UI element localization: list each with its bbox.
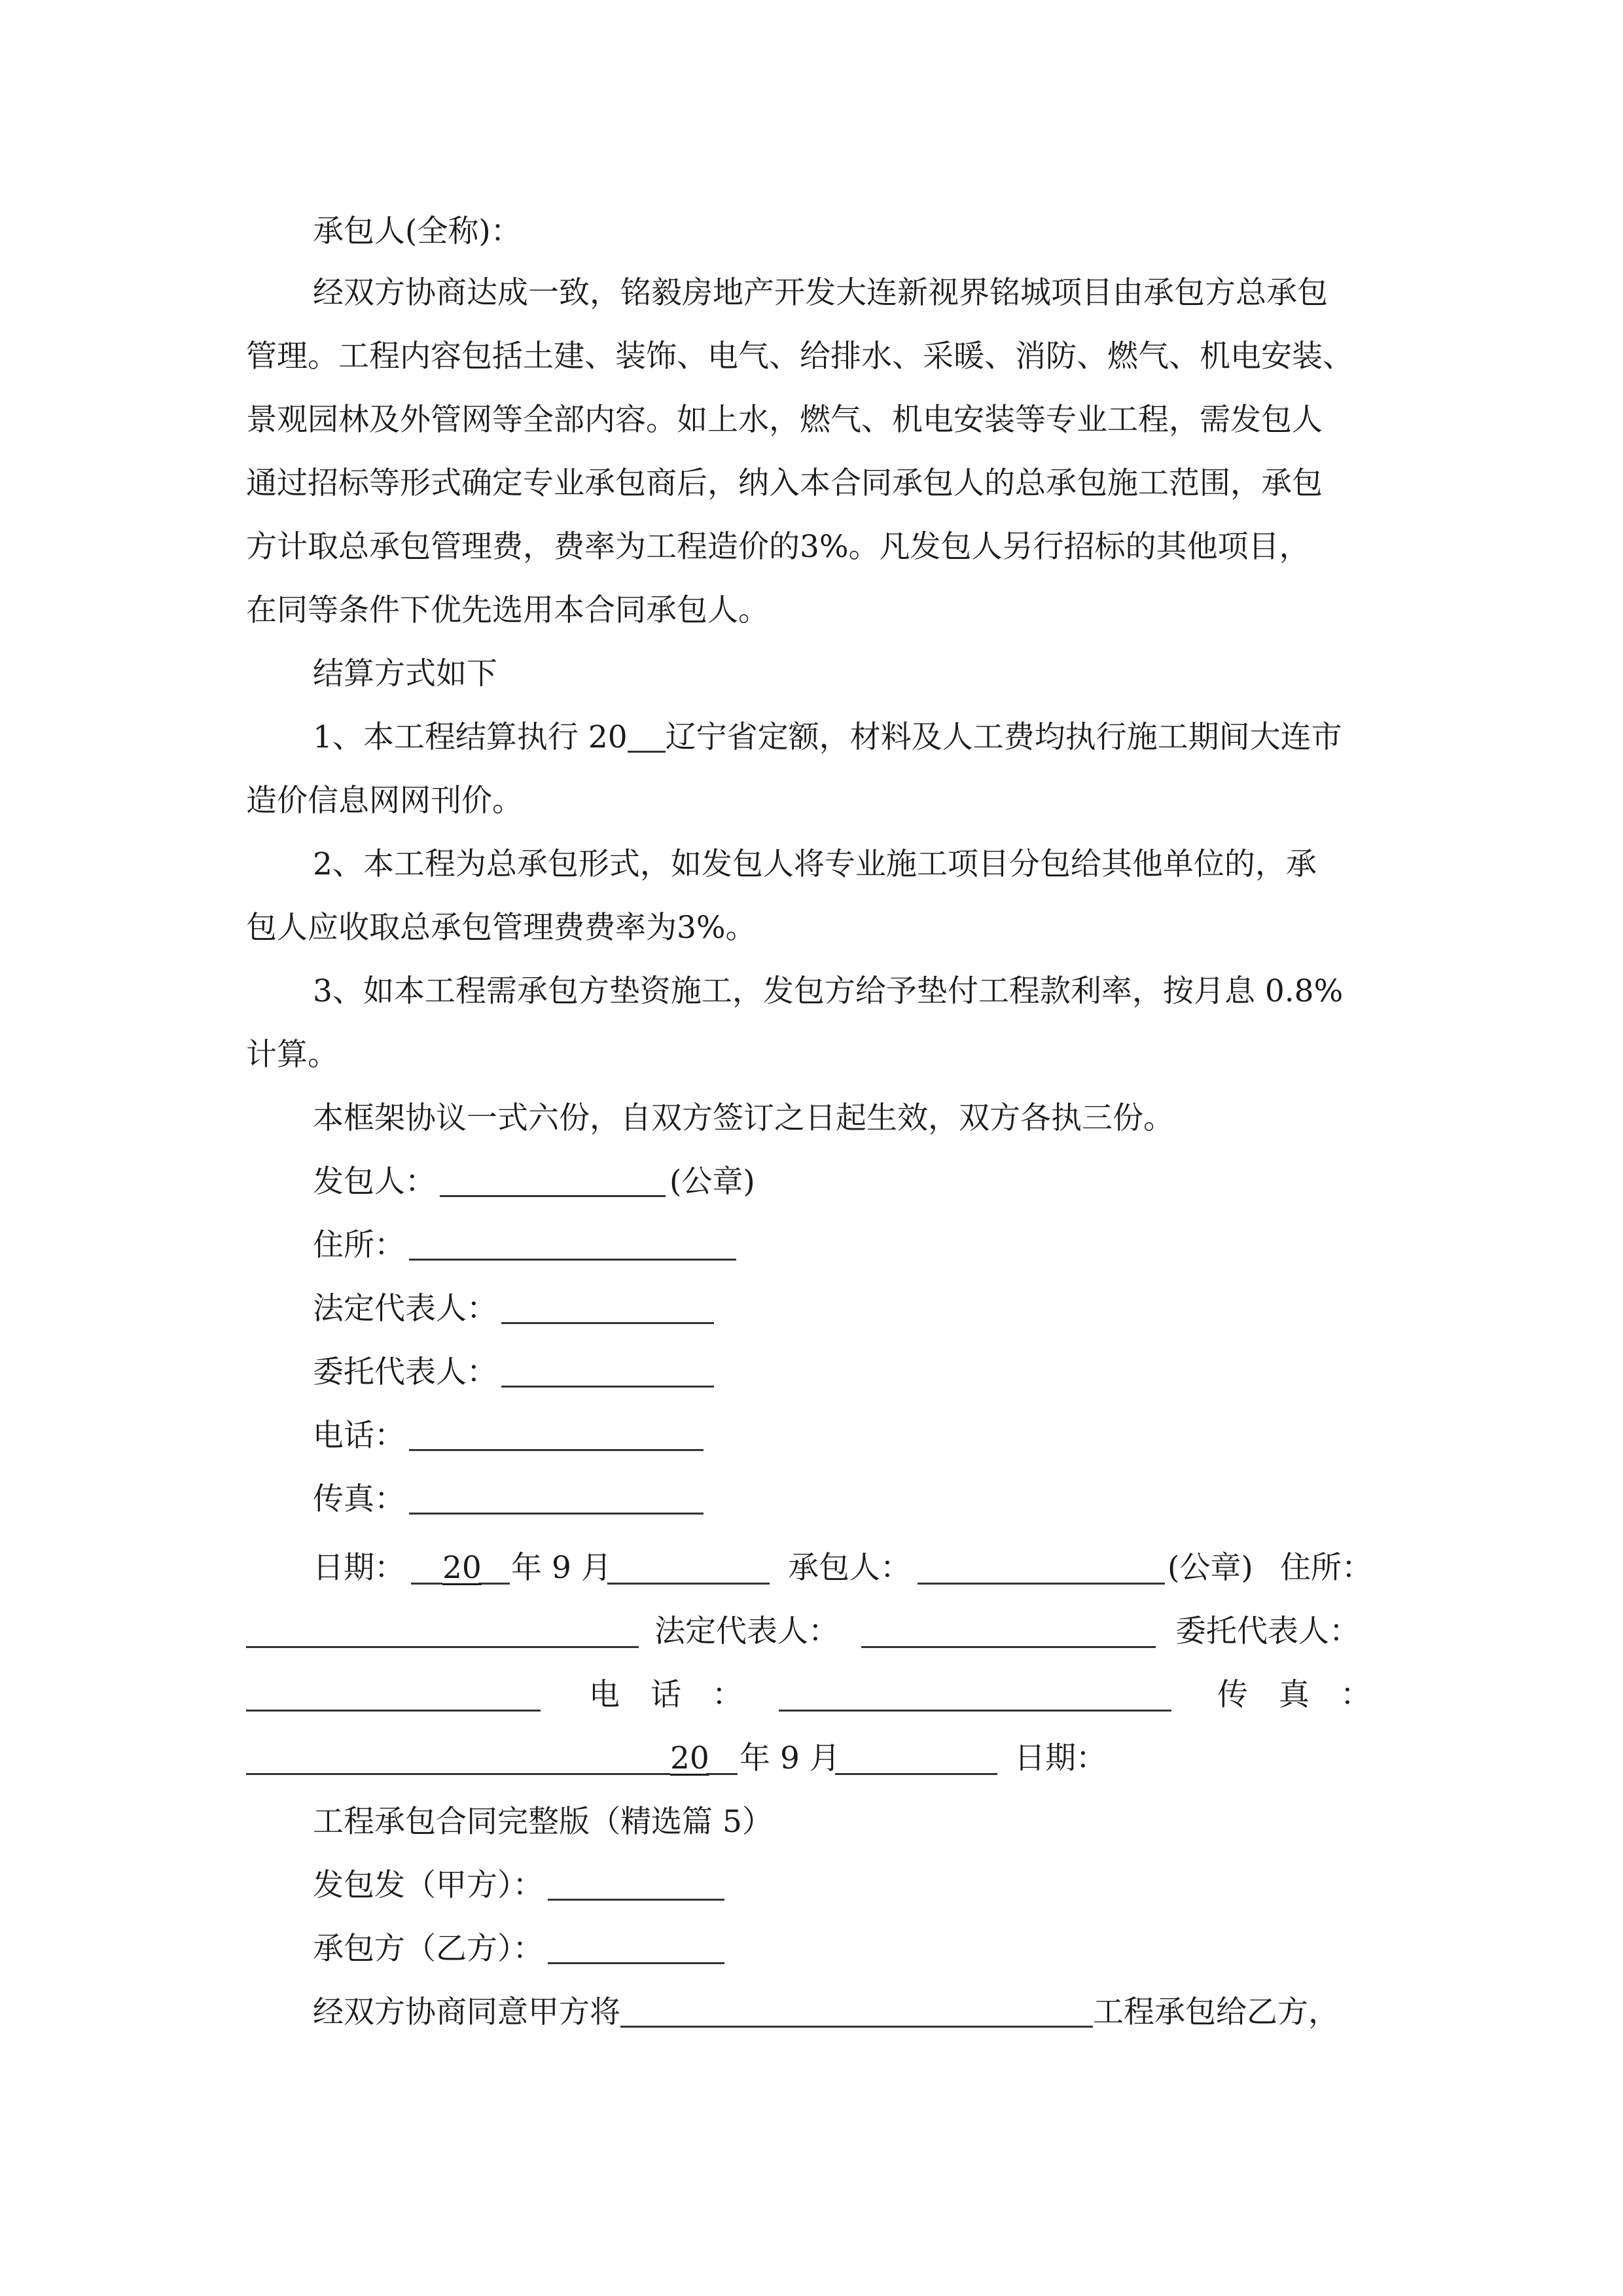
item-1-prefix: 1、本工程结算执行 20	[313, 719, 628, 755]
party-a-blank	[548, 1871, 724, 1901]
address-label: 住所：	[313, 1227, 405, 1263]
fax-label: 传真：	[313, 1481, 405, 1517]
framework-agreement-text: 本框架协议一式六份，自双方签订之日起生效，双方各执三份。	[313, 1100, 1174, 1136]
item-3-line-1: 3、如本工程需承包方垫资施工，发包方给予垫付工程款利率，按月息 0.8%	[313, 973, 1344, 1009]
employer-line	[313, 1164, 755, 1200]
party-b-label: 承包方（乙方）：	[313, 1931, 544, 1967]
contractor-phone-label: 电 话 ：	[589, 1677, 743, 1713]
party-b-line	[313, 1931, 728, 1967]
year-blank	[628, 723, 666, 753]
contractor-address-label: 住所：	[1280, 1550, 1372, 1586]
item-3-line-2: 计算。	[246, 1037, 338, 1073]
agent-rep-line	[313, 1354, 718, 1390]
party-a-line	[313, 1867, 728, 1903]
contractor-year-blank	[706, 1773, 738, 1775]
address-blank	[409, 1231, 736, 1261]
phone-line	[313, 1418, 707, 1454]
agent-rep-label: 委托代表人：	[313, 1354, 497, 1390]
paragraph-1-line-3: 景观园林及外管网等全部内容。如上水，燃气、机电安装等专业工程，需发包人	[246, 402, 1323, 438]
contractor-address-blank	[246, 1646, 639, 1648]
date-pre-blank	[411, 1583, 442, 1585]
contractor-fax-blank	[246, 1773, 670, 1775]
last-paragraph-suffix: 工程承包给乙方，	[1093, 1994, 1339, 2030]
legal-rep-blank	[501, 1295, 714, 1324]
employer-label: 发包人：	[313, 1164, 436, 1200]
contractor-seal-label: (公章)	[1168, 1550, 1253, 1586]
date-label: 日期：	[313, 1550, 405, 1586]
contractor-label: 承包人：	[788, 1550, 911, 1586]
employer-blank	[440, 1168, 666, 1197]
paragraph-1-line-1: 经双方协商达成一致，铭毅房地产开发大连新视界铭城项目由承包方总承包	[313, 275, 1328, 311]
contractor-agent-label: 委托代表人：	[1175, 1613, 1360, 1649]
paragraph-1-line-4: 通过招标等形式确定专业承包商后，纳入本合同承包人的总承包施工范围，承包	[246, 465, 1323, 501]
contractor-date-label: 日期：	[1014, 1740, 1107, 1776]
item-1-line-2: 造价信息网网刊价。	[246, 783, 523, 819]
employer-seal-label: (公章)	[669, 1164, 755, 1200]
legal-rep-line	[313, 1291, 718, 1327]
address-line	[313, 1227, 740, 1263]
item-2-line-1: 2、本工程为总承包形式，如发包人将专业施工项目分包给其他单位的，承	[313, 846, 1317, 882]
paragraph-1-line-6: 在同等条件下优先选用本合同承包人。	[246, 592, 769, 628]
date-month: 年 9 月	[511, 1550, 612, 1586]
settlement-heading: 结算方式如下	[313, 656, 497, 692]
party-b-blank	[548, 1935, 724, 1964]
item-1-line-1	[313, 719, 1342, 755]
party-a-label: 发包发（甲方）：	[313, 1867, 544, 1903]
contractor-agent-blank	[246, 1710, 541, 1712]
last-paragraph-prefix: 经双方协商同意甲方将	[313, 1994, 620, 2030]
fax-blank	[409, 1485, 704, 1515]
contractor-legal-label: 法定代表人：	[654, 1613, 839, 1649]
contractor-day-blank	[835, 1773, 997, 1775]
item-1-suffix: 辽宁省定额，材料及人工费均执行施工期间大连市	[665, 719, 1342, 755]
agent-rep-blank	[501, 1358, 714, 1388]
contractor-phone-blank	[779, 1710, 1171, 1712]
contractor-date-year: 20	[670, 1740, 709, 1776]
date-year-blank	[478, 1583, 510, 1585]
date-day-blank	[607, 1583, 770, 1585]
section-title: 工程承包合同完整版（精选篇 5）	[313, 1804, 773, 1840]
contractor-blank	[918, 1583, 1165, 1585]
legal-rep-label: 法定代表人：	[313, 1291, 497, 1327]
fax-line	[313, 1481, 707, 1517]
item-2-line-2: 包人应收取总承包管理费费率为3%。	[246, 910, 757, 946]
phone-blank	[409, 1422, 704, 1451]
contractor-fax-label: 传 真 ：	[1217, 1677, 1371, 1713]
contractor-fullname-label: 承包人(全称)：	[313, 213, 522, 249]
paragraph-1-line-2: 管理。工程内容包括土建、装饰、电气、给排水、采暖、消防、燃气、机电安装、	[246, 338, 1353, 374]
last-paragraph-line	[313, 1994, 1339, 2030]
project-name-blank	[620, 1998, 1093, 2028]
paragraph-1-line-5: 方计取总承包管理费，费率为工程造价的3%。凡发包人另行招标的其他项目，	[246, 529, 1310, 565]
contractor-legal-blank	[861, 1646, 1156, 1648]
phone-label: 电话：	[313, 1418, 405, 1454]
date-year: 20	[442, 1550, 482, 1586]
contractor-date-month: 年 9 月	[740, 1740, 840, 1776]
